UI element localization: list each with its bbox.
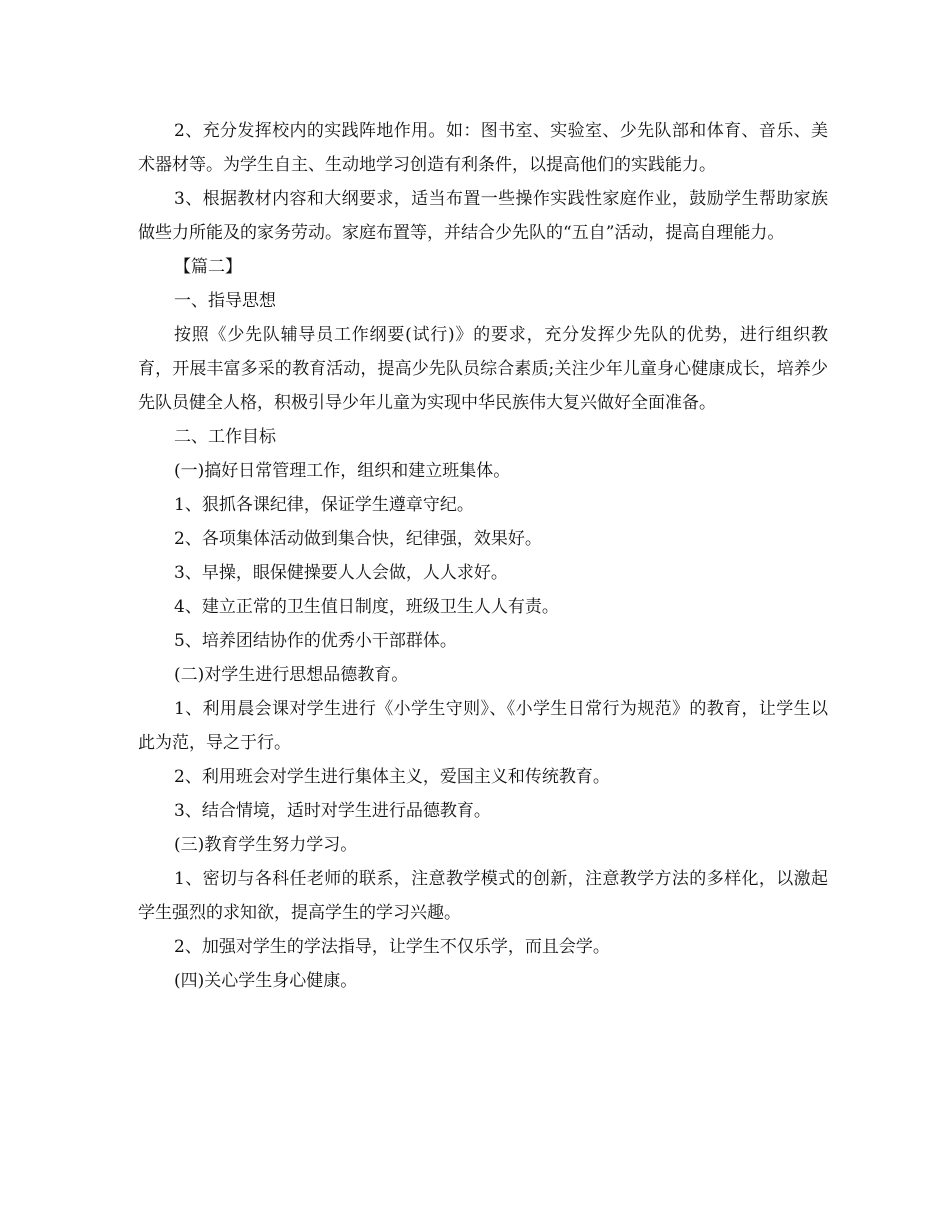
list-item: 3、早操，眼保健操要人人会做，人人求好。 (174, 563, 508, 583)
paragraph-practice-base: 2、充分发挥校内的实践阵地作用。如：图书室、实验室、少先队部和体育、音乐、美术器材等。为学生自主、生动地学习创造有利条件，以提高他们的实践能力。 (138, 121, 828, 175)
subheading-moral-education: (二)对学生进行思想品德教育。 (174, 665, 409, 685)
list-item: 2、加强对学生的学法指导，让学生不仅乐学，而且会学。 (174, 937, 610, 957)
subheading-study-education: (三)教育学生努力学习。 (174, 835, 358, 855)
subheading-daily-management: (一)搞好日常管理工作，组织和建立班集体。 (174, 461, 511, 481)
paragraph-homework: 3、根据教材内容和大纲要求，适当布置一些操作实践性家庭作业，鼓励学生帮助家族做些力所能及的家务劳动。家庭布置等，并结合少先队的“五自”活动，提高自理能力。 (138, 189, 828, 243)
list-item: 3、结合情境，适时对学生进行品德教育。 (174, 801, 491, 821)
list-item: 2、各项集体活动做到集合快，纪律强，效果好。 (174, 529, 542, 549)
document-body (138, 114, 828, 998)
heading-guiding-thought: 一、指导思想 (174, 291, 276, 311)
list-item: 1、狠抓各课纪律，保证学生遵章守纪。 (174, 495, 474, 515)
heading-work-goals: 二、工作目标 (174, 427, 276, 447)
list-item: 1、利用晨会课对学生进行《小学生守则》、《小学生日常行为规范》的教育，让学生以此为范，导之于行。 (138, 699, 828, 753)
subheading-student-health: (四)关心学生身心健康。 (174, 971, 358, 991)
list-item: 5、培养团结协作的优秀小干部群体。 (174, 631, 457, 651)
paragraph-guiding-thought: 按照《少先队辅导员工作纲要(试行)》的要求，充分发挥少先队的优势，进行组织教育，开展丰富多采的教育活动，提高少先队员综合素质;关注少年儿童身心健康成长，培养少先队员健全人格，积极引导少年儿童为实现中华民族伟大复兴做好全面准备。 (138, 325, 828, 413)
list-item: 1、密切与各科任老师的联系，注意教学模式的创新，注意教学方法的多样化，以激起学生强烈的求知欲，提高学生的学习兴趣。 (138, 869, 828, 923)
list-item: 2、利用班会对学生进行集体主义，爱国主义和传统教育。 (174, 767, 610, 787)
list-item: 4、建立正常的卫生值日制度，班级卫生人人有责。 (174, 597, 559, 617)
section-heading-part-two: 【篇二】 (174, 257, 242, 277)
